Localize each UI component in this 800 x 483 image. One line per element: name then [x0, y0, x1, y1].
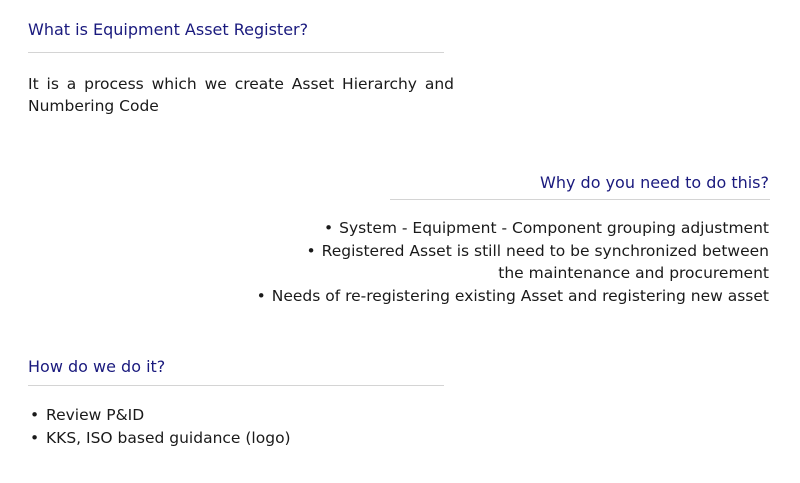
- bullet-icon: •: [256, 286, 266, 305]
- divider-what: [28, 52, 444, 53]
- list-item-text: Review P&ID: [46, 406, 145, 424]
- bullet-icon: •: [30, 406, 40, 424]
- bullet-icon: •: [30, 428, 40, 447]
- list-item-text: Registered Asset is still need to be synchronized between the maintenance and procurement: [321, 241, 769, 282]
- what-description: It is a process which we create Asset Hierarchy and Numbering Code: [28, 75, 454, 115]
- list-item: [249, 285, 769, 308]
- list-item: [249, 240, 769, 285]
- heading-why-do-you-need: Why do you need to do this?: [540, 173, 769, 192]
- list-item-text: Needs of re-registering existing Asset and registering new asset: [271, 286, 769, 305]
- list-item-text: KKS, ISO based guidance (logo): [46, 428, 291, 447]
- list-item: [249, 217, 769, 240]
- list-item: [28, 404, 448, 427]
- list-item: [28, 427, 448, 450]
- list-item-text: System - Equipment - Component grouping adjustment: [339, 219, 769, 237]
- divider-why: [390, 199, 770, 200]
- bullet-icon: •: [324, 219, 334, 237]
- heading-how-do-we-do-it: How do we do it?: [28, 357, 166, 376]
- heading-what-is-equipment-asset-register: What is Equipment Asset Register?: [28, 20, 309, 39]
- how-bullet-list: [28, 404, 448, 449]
- bullet-icon: •: [306, 241, 316, 260]
- why-bullet-list: [249, 217, 769, 307]
- divider-how: [28, 385, 444, 386]
